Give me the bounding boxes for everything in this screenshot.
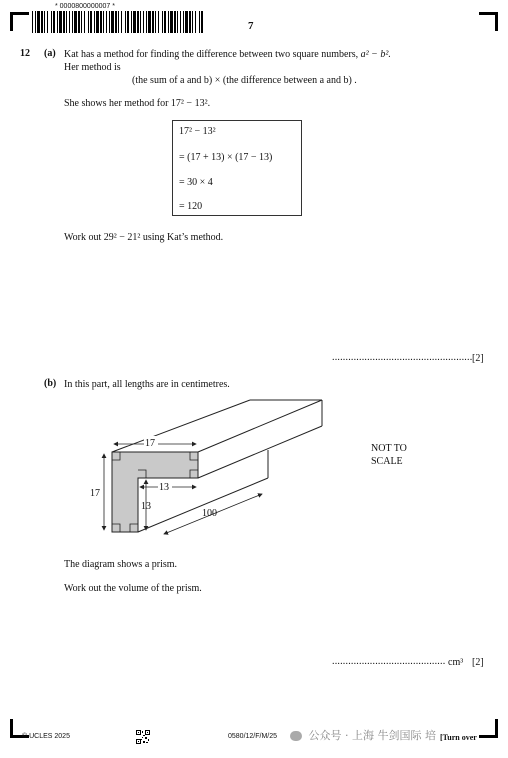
barcode-bar xyxy=(158,11,159,33)
barcode-bar xyxy=(174,11,176,33)
dimension-label-inner-height: 13 xyxy=(141,501,151,512)
qr-code-icon xyxy=(136,730,150,744)
barcode-bar xyxy=(121,11,122,33)
barcode-bar xyxy=(164,11,166,33)
barcode-bar xyxy=(44,11,45,33)
barcode-bar xyxy=(185,11,188,33)
barcode-bar xyxy=(53,11,55,33)
barcode-bar xyxy=(201,11,203,33)
barcode xyxy=(32,11,204,33)
part-a-label: (a) xyxy=(44,48,56,59)
barcode-bar xyxy=(143,11,144,33)
prism-diagram xyxy=(90,392,340,542)
footer-paper-code: 0580/12/F/M/25 xyxy=(228,733,278,740)
watermark-text: 公众号 · 上海 牛剑国际 培 xyxy=(308,729,436,742)
barcode-bar xyxy=(177,11,178,33)
barcode-bar xyxy=(90,11,92,33)
example-statement: She shows her method for 17² − 13². xyxy=(64,98,211,109)
barcode-bar xyxy=(66,11,67,33)
barcode-bar xyxy=(59,11,62,33)
barcode-bar xyxy=(74,11,77,33)
working-line-4: = 120 xyxy=(179,201,203,212)
not-to-scale-line2: SCALE xyxy=(371,456,403,467)
barcode-bar xyxy=(84,11,85,33)
part-b-intro: In this part, all lengths are in centimetres. xyxy=(64,379,230,390)
part-b-task: Work out the volume of the prism. xyxy=(64,583,202,594)
part-a-intro-expression: a² − b². xyxy=(360,49,391,60)
barcode-bar xyxy=(155,11,156,33)
barcode-bar xyxy=(192,11,193,33)
barcode-bar xyxy=(131,11,132,33)
corner-mark-top-right xyxy=(479,12,498,31)
dimension-label-inner-width: 13 xyxy=(159,482,169,493)
barcode-bar xyxy=(183,11,184,33)
barcode-bar xyxy=(137,11,139,33)
barcode-bar xyxy=(94,11,95,33)
dimension-label-height: 17 xyxy=(90,488,100,499)
barcode-bar xyxy=(81,11,82,33)
worked-example-box xyxy=(172,120,302,216)
l-cross-section xyxy=(112,452,198,532)
barcode-bar xyxy=(103,11,104,33)
part-a-intro-text: Kat has a method for finding the difference between two square numbers, xyxy=(64,49,359,60)
barcode-bar xyxy=(69,11,70,33)
barcode-bar xyxy=(41,11,43,33)
barcode-bar xyxy=(109,11,110,33)
barcode-bar xyxy=(63,11,65,33)
barcode-bar xyxy=(88,11,89,33)
answer-line-b[interactable]: .......................................... xyxy=(332,656,446,667)
marks-b: [2] xyxy=(472,657,484,668)
working-line-1: 17² − 13² xyxy=(179,126,216,137)
barcode-bar xyxy=(168,11,169,33)
barcode-bar xyxy=(51,11,52,33)
barcode-bar xyxy=(106,11,107,33)
part-a-intro xyxy=(64,48,434,61)
marks-a: [2] xyxy=(472,353,484,364)
part-a-intro-line2: Her method is xyxy=(64,62,121,73)
footer-turn-over: [Turn over xyxy=(440,733,477,742)
barcode-bar xyxy=(35,11,36,33)
barcode-bar xyxy=(78,11,80,33)
barcode-bar xyxy=(189,11,191,33)
barcode-text: * 0000800000007 * xyxy=(55,3,115,10)
barcode-bar xyxy=(146,11,147,33)
watermark xyxy=(290,727,436,743)
barcode-bar xyxy=(199,11,200,33)
barcode-bar xyxy=(111,11,114,33)
dimension-label-length: 100 xyxy=(202,508,217,519)
barcode-bar xyxy=(100,11,102,33)
barcode-bar xyxy=(72,11,73,33)
barcode-bar xyxy=(195,11,196,33)
barcode-bar xyxy=(180,11,181,33)
barcode-bar xyxy=(152,11,154,33)
working-line-2: = (17 + 13) × (17 − 13) xyxy=(179,152,273,163)
barcode-bar xyxy=(148,11,151,33)
barcode-bar xyxy=(125,11,126,33)
question-number: 12 xyxy=(20,48,30,59)
part-b-statement: The diagram shows a prism. xyxy=(64,559,178,570)
barcode-bar xyxy=(47,11,48,33)
barcode-bar xyxy=(170,11,173,33)
barcode-bar xyxy=(140,11,141,33)
method-statement: (the sum of a and b) × (the difference between a and b) . xyxy=(132,75,357,86)
footer-copyright: © UCLES 2025 xyxy=(22,733,70,740)
barcode-bar xyxy=(127,11,129,33)
working-line-3: = 30 × 4 xyxy=(179,177,213,188)
part-b-label: (b) xyxy=(44,378,57,389)
barcode-bar xyxy=(115,11,117,33)
not-to-scale-line1: NOT TO xyxy=(371,443,407,454)
barcode-bar xyxy=(57,11,58,33)
corner-mark-bottom-right xyxy=(479,719,498,738)
answer-unit-b: cm³ xyxy=(448,657,464,668)
barcode-bar xyxy=(118,11,119,33)
answer-line-a[interactable]: .................................................... xyxy=(332,352,473,363)
barcode-bar xyxy=(32,11,33,33)
barcode-bar xyxy=(133,11,136,33)
dimension-label-top-width: 17 xyxy=(145,438,155,449)
corner-mark-top-left xyxy=(10,12,29,31)
barcode-bar xyxy=(96,11,99,33)
wechat-icon xyxy=(290,731,302,741)
barcode-bar xyxy=(162,11,163,33)
page-number: 7 xyxy=(248,20,254,32)
part-a-task: Work out 29² − 21² using Kat’s method. xyxy=(64,232,224,243)
barcode-bar xyxy=(37,11,40,33)
